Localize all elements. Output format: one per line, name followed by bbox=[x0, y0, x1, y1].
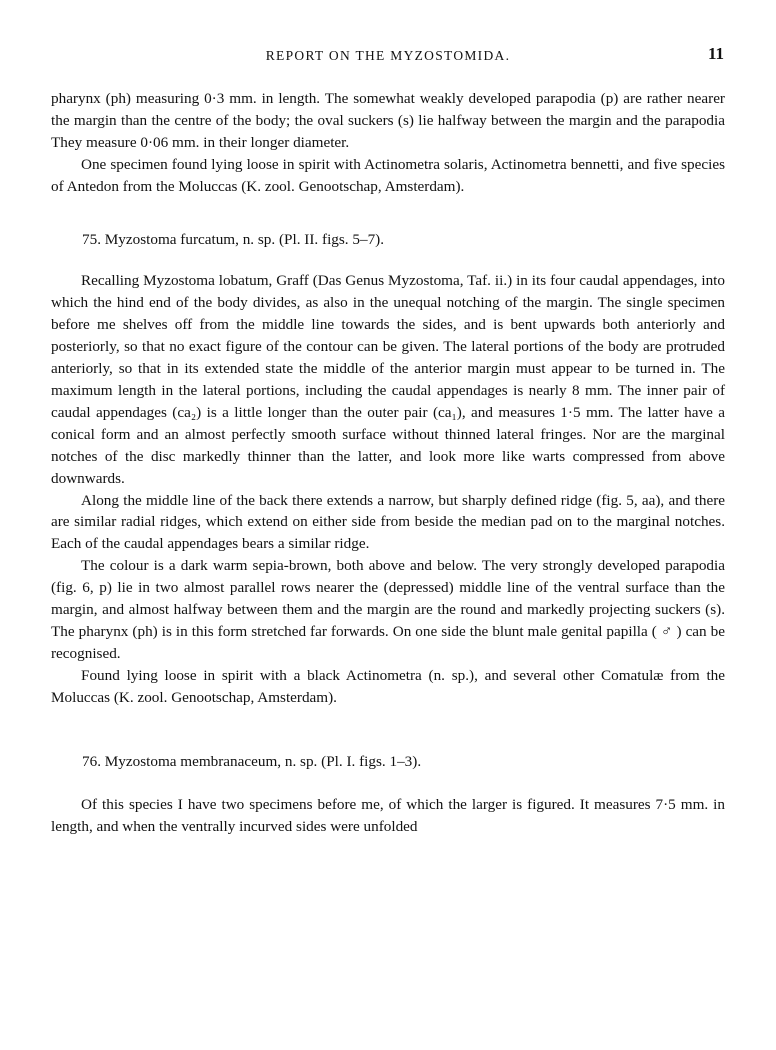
paragraph-furcatum-found: Found lying loose in spirit with a black Actinometra (n. sp.), and several other Comatulæ from the Moluccas (K. zool. Genootschap, Amsterdam). bbox=[51, 666, 725, 706]
paragraph-membranaceum-description: Of this species I have two specimens before me, of which the larger is figured. It measures 7·5 mm. in length, and when the ventrally incurved sides were unfolded bbox=[51, 796, 725, 836]
paragraph-furcatum-colour: The colour is a dark warm sepia-brown, both above and below. The very strongly developed parapodia (fig. 6, p) lie in two almost parallel rows nearer the (depressed) middle line of the ventral surface than the margin, and almost halfway between them and the margin are the round and markedly projecting suckers (s). The pharynx (ph) is in this form stretched far forwards. On one side the blunt male genital papilla ( ♂ ) can be recognised. bbox=[51, 557, 725, 662]
page-header bbox=[0, 44, 776, 68]
running-title: REPORT ON THE MYZOSTOMIDA. bbox=[265, 48, 511, 63]
page-body bbox=[51, 88, 725, 838]
paragraph-furcatum-ridges: Along the middle line of the back there extends a narrow, but sharply defined ridge (fig. 5, aa), and there are similar radial ridges, which extend on either side from beside the median pad on to the marginal notches. Each of the caudal appendages bears a similar ridge. bbox=[51, 491, 725, 553]
paragraph-furcatum-description: Recalling Myzostoma lobatum, Graff (Das Genus Myzostoma, Taf. ii.) in its four caudal appendages, into which the hind end of the body divides, as also in the unequal notching of the margin. The single specimen before me shelves off from the middle line towards the sides, and is bent upwards both anteriorly and posteriorly, so that no exact figure of the contour can be given. The lateral portions of the body are protruded anteriorly, so that in its extended state the middle of the anterior margin must appear to be turned in. The maximum length in the lateral portions, including the caudal appendages is nearly 8 mm. The inner pair of caudal appendages (ca₂) is a little longer than the outer pair (ca₁), and measures 1·5 mm. The latter have a conical form and an almost perfectly smooth surface without thinned lateral fringes. Nor are the marginal notches of the disc markedly thinner than the latter, and look more like warts compressed from above downwards. bbox=[51, 272, 725, 487]
page-number: 11 bbox=[707, 44, 724, 63]
paragraph-specimen-note: One specimen found lying loose in spirit with Actinometra solaris, Actinometra bennetti, and five species of Antedon from the Moluccas (K. zool. Genootschap, Amsterdam). bbox=[51, 155, 725, 195]
section-heading-75: 75. Myzostoma furcatum, n. sp. (Pl. II. figs. 5–7). bbox=[82, 230, 385, 248]
paragraph-pharynx-measure: pharynx (ph) measuring 0·3 mm. in length. The somewhat weakly developed parapodia (p) are rather nearer the margin than the centre of the body; the oval suckers (s) lie halfway between the margin and the parapodia They measure 0·06 mm. in their longer diameter. bbox=[51, 90, 725, 151]
section-heading-76: 76. Myzostoma membranaceum, n. sp. (Pl. I. figs. 1–3). bbox=[82, 752, 422, 770]
